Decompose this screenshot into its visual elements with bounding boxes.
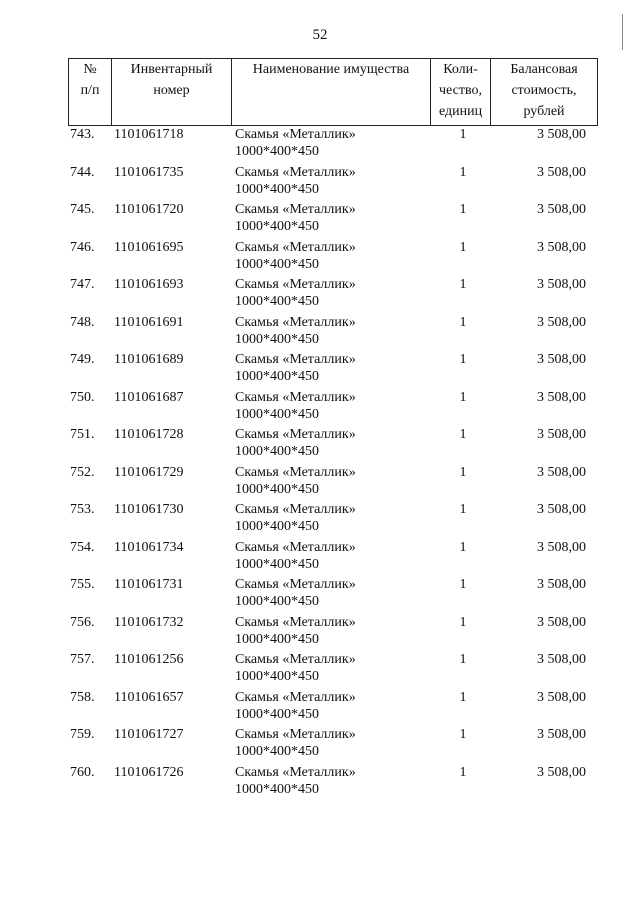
row-item-name-line-2: 1000*400*450 [235,369,319,384]
row-inventory-number: 1101061729 [114,464,184,480]
row-number: 760. [70,764,95,780]
row-inventory-number: 1101061732 [114,614,184,630]
row-inventory-number: 1101061734 [114,539,184,555]
table-row [0,201,640,239]
row-inventory-number: 1101061256 [114,652,184,667]
row-cost: 3 508,00 [537,464,586,480]
row-item-name-line-1: Скамья «Металлик» [235,539,356,555]
header-number-line-2: п/п [80,83,100,98]
header-inventory [112,59,232,126]
row-item-name-line-1: Скамья «Металлик» [235,127,356,142]
row-item-name-line-1: Скамья «Металлик» [235,689,356,705]
row-item-name-line-2: 1000*400*450 [235,444,319,459]
row-cost: 3 508,00 [537,427,586,442]
row-item-name [235,539,425,573]
row-quantity: 1 [459,764,467,780]
row-quantity: 1 [459,202,467,217]
table-row [0,651,640,689]
row-cost: 3 508,00 [537,202,586,217]
row-item-name-line-2: 1000*400*450 [235,294,319,309]
row-cost: 3 508,00 [537,764,586,780]
row-number: 757. [70,652,95,667]
row-quantity: 1 [459,314,467,330]
header-cost [491,59,598,126]
row-quantity: 1 [459,464,467,480]
header-number [69,59,112,126]
row-item-name-line-1: Скамья «Металлик» [235,239,356,255]
page-number: 52 [312,27,328,43]
row-number: 755. [70,577,95,592]
row-cost: 3 508,00 [537,127,586,142]
table-row [0,239,640,277]
row-item-name-line-1: Скамья «Металлик» [235,727,356,742]
row-number: 745. [70,202,95,217]
row-item-name [235,464,425,498]
table-row [0,351,640,389]
row-cost: 3 508,00 [537,652,586,667]
row-inventory-number: 1101061691 [114,314,184,330]
row-item-name-line-1: Скамья «Металлик» [235,352,356,367]
row-item-name-line-1: Скамья «Металлик» [235,314,356,330]
row-item-name [235,426,425,460]
row-number: 748. [70,314,95,330]
row-cost: 3 508,00 [537,614,586,630]
row-number: 756. [70,614,95,630]
row-item-name-line-1: Скамья «Металлик» [235,652,356,667]
row-cost: 3 508,00 [537,277,586,292]
row-quantity: 1 [459,502,467,517]
row-cost: 3 508,00 [537,352,586,367]
row-item-name-line-2: 1000*400*450 [235,144,319,159]
header-quantity [431,59,491,126]
row-item-name-line-2: 1000*400*450 [235,406,319,422]
row-number: 749. [70,352,95,367]
row-number: 744. [70,164,95,180]
row-item-name-line-2: 1000*400*450 [235,781,319,797]
header-name-line-1: Наименование имущества [252,62,410,77]
header-quantity-line-1: Коли- [443,62,478,77]
header-cost-line-1: Балансовая [510,62,578,77]
row-number: 746. [70,239,95,255]
row-item-name-line-2: 1000*400*450 [235,594,319,609]
row-item-name-line-2: 1000*400*450 [235,706,319,722]
row-item-name [235,351,425,385]
row-number: 759. [70,727,95,742]
row-item-name [235,689,425,723]
row-quantity: 1 [459,577,467,592]
row-item-name [235,651,425,685]
row-number: 752. [70,464,95,480]
row-quantity: 1 [459,539,467,555]
row-item-name [235,126,425,160]
row-inventory-number: 1101061720 [114,202,184,217]
table-row [0,126,640,164]
row-inventory-number: 1101061728 [114,427,184,442]
table-header [68,58,598,126]
table-row [0,464,640,502]
row-quantity: 1 [459,164,467,180]
table-row [0,276,640,314]
row-item-name-line-2: 1000*400*450 [235,631,319,647]
row-item-name [235,164,425,198]
row-item-name-line-2: 1000*400*450 [235,331,319,347]
row-cost: 3 508,00 [537,164,586,180]
row-item-name-line-1: Скамья «Металлик» [235,277,356,292]
table-row [0,689,640,727]
row-number: 743. [70,127,95,142]
row-number: 747. [70,277,95,292]
table-row [0,501,640,539]
header-quantity-line-3: единиц [438,104,483,119]
row-inventory-number: 1101061730 [114,502,184,517]
row-item-name-line-1: Скамья «Металлик» [235,502,356,517]
row-cost: 3 508,00 [537,689,586,705]
table-row [0,314,640,352]
row-quantity: 1 [459,427,467,442]
row-cost: 3 508,00 [537,577,586,592]
row-item-name-line-2: 1000*400*450 [235,256,319,272]
row-quantity: 1 [459,352,467,367]
row-item-name-line-2: 1000*400*450 [235,744,319,759]
table-row [0,614,640,652]
row-item-name [235,726,425,760]
table-row [0,389,640,427]
row-number: 754. [70,539,95,555]
table-row [0,164,640,202]
row-inventory-number: 1101061689 [114,352,184,367]
row-item-name [235,239,425,273]
row-quantity: 1 [459,239,467,255]
row-cost: 3 508,00 [537,314,586,330]
row-inventory-number: 1101061718 [114,127,184,142]
row-inventory-number: 1101061727 [114,727,184,742]
row-inventory-number: 1101061735 [114,164,184,180]
row-item-name [235,314,425,348]
row-number: 750. [70,389,95,405]
row-inventory-number: 1101061695 [114,239,184,255]
row-item-name-line-1: Скамья «Металлик» [235,389,356,405]
header-inventory-line-1: Инвентарный [130,62,213,77]
table-row [0,576,640,614]
table-row [0,726,640,764]
row-inventory-number: 1101061693 [114,277,184,292]
row-item-name [235,501,425,535]
row-item-name [235,614,425,648]
header-number-line-1: № [83,62,97,77]
row-number: 758. [70,689,95,705]
row-item-name-line-1: Скамья «Металлик» [235,464,356,480]
row-item-name [235,389,425,423]
header-name [232,59,431,126]
row-inventory-number: 1101061687 [114,389,184,405]
row-quantity: 1 [459,614,467,630]
header-quantity-line-2: чество, [439,83,482,98]
row-inventory-number: 1101061657 [114,689,184,705]
row-cost: 3 508,00 [537,727,586,742]
header-inventory-line-2: номер [153,83,190,98]
row-cost: 3 508,00 [537,239,586,255]
table-row [0,539,640,577]
row-item-name-line-2: 1000*400*450 [235,181,319,197]
row-item-name-line-2: 1000*400*450 [235,481,319,497]
table-body [0,126,640,801]
row-item-name-line-2: 1000*400*450 [235,669,319,684]
row-cost: 3 508,00 [537,389,586,405]
row-inventory-number: 1101061726 [114,764,184,780]
row-number: 753. [70,502,95,517]
header-cost-line-3: рублей [523,104,565,119]
header-cost-line-2: стоимость, [511,83,577,98]
row-item-name-line-1: Скамья «Металлик» [235,614,356,630]
row-item-name-line-2: 1000*400*450 [235,556,319,572]
row-quantity: 1 [459,389,467,405]
row-quantity: 1 [459,727,467,742]
table-row [0,426,640,464]
row-item-name-line-1: Скамья «Металлик» [235,764,356,780]
row-number: 751. [70,427,95,442]
row-item-name-line-1: Скамья «Металлик» [235,202,356,217]
row-quantity: 1 [459,689,467,705]
row-item-name-line-1: Скамья «Металлик» [235,577,356,592]
row-item-name [235,764,425,798]
row-item-name-line-1: Скамья «Металлик» [235,427,356,442]
row-inventory-number: 1101061731 [114,577,184,592]
row-item-name-line-1: Скамья «Металлик» [235,164,356,180]
row-item-name [235,201,425,235]
row-quantity: 1 [459,652,467,667]
row-item-name-line-2: 1000*400*450 [235,219,319,234]
row-item-name [235,576,425,610]
row-quantity: 1 [459,277,467,292]
row-item-name [235,276,425,310]
table-row [0,764,640,802]
row-cost: 3 508,00 [537,502,586,517]
row-quantity: 1 [459,127,467,142]
row-item-name-line-2: 1000*400*450 [235,519,319,534]
row-cost: 3 508,00 [537,539,586,555]
